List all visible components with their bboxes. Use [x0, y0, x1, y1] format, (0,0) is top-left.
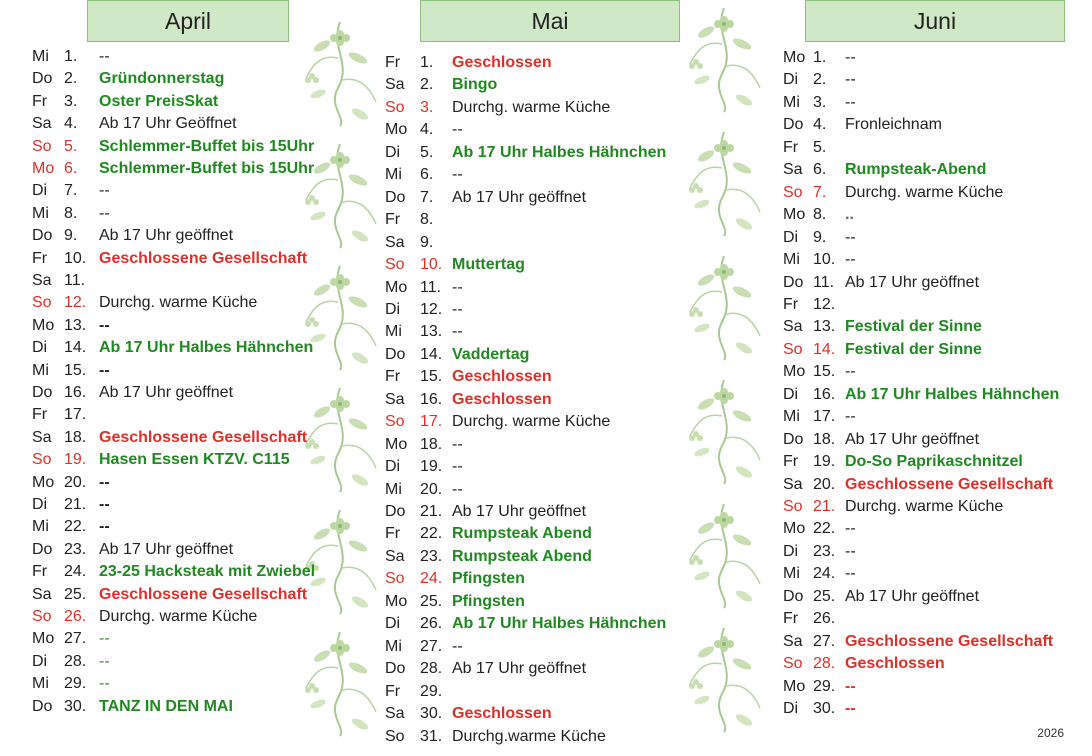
event-text: Ab 17 Uhr Halbes Hähnchen — [452, 615, 667, 633]
event-text: -- — [845, 363, 856, 381]
day-number: 17. — [64, 406, 87, 424]
month-title: April — [164, 8, 211, 34]
weekday-label: Mi — [783, 251, 800, 269]
day-number: 5. — [813, 138, 827, 156]
day-number: 12. — [420, 300, 443, 318]
event-text: -- — [845, 520, 856, 538]
event-text: Ab 17 Uhr Halbes Hähnchen — [99, 339, 314, 357]
day-number: 2. — [813, 71, 827, 89]
day-number: 7. — [64, 182, 78, 200]
weekday-label: Fr — [783, 295, 799, 313]
event-text: Ab 17 Uhr Halbes Hähnchen — [452, 143, 667, 161]
weekday-label: Sa — [783, 161, 803, 179]
weekday-label: Sa — [32, 115, 52, 133]
weekday-label: So — [32, 294, 52, 312]
weekday-label: Fr — [32, 92, 48, 110]
day-number: 20. — [64, 473, 87, 491]
event-text: Ab 17 Uhr Geöffnet — [99, 115, 237, 133]
event-text: -- — [452, 300, 463, 318]
event-text: Ab 17 Uhr geöffnet — [845, 430, 980, 448]
day-number: 22. — [64, 518, 87, 536]
event-text: Rumpsteak Abend — [452, 547, 592, 565]
event-text: Gründonnerstag — [99, 70, 225, 88]
day-number: 3. — [813, 93, 827, 111]
day-number: 24. — [64, 563, 87, 581]
event-text: Oster PreisSkat — [99, 92, 219, 110]
weekday-label: Di — [783, 385, 799, 403]
event-text: -- — [99, 48, 110, 65]
event-text: Geschlossen — [452, 705, 552, 723]
day-number: 27. — [64, 630, 87, 648]
day-number: 4. — [420, 121, 434, 139]
day-number: 10. — [64, 249, 87, 267]
weekday-label: Mo — [783, 49, 806, 66]
event-text: Pfingsten — [452, 592, 525, 610]
day-number: 17. — [813, 408, 836, 426]
event-text: -- — [99, 182, 110, 200]
event-text: -- — [452, 278, 463, 296]
event-text: Geschlossene Gesellschaft — [99, 428, 308, 446]
event-text: -- — [845, 251, 856, 269]
weekday-label: Sa — [783, 475, 803, 493]
event-text: Ab 17 Uhr geöffnet — [99, 384, 234, 401]
event-text: -- — [452, 480, 463, 498]
event-text: -- — [452, 121, 463, 139]
day-number: 10. — [420, 256, 443, 274]
day-number: 8. — [420, 211, 434, 229]
weekday-label: Do — [32, 697, 53, 715]
weekday-label: Mi — [32, 518, 49, 536]
day-number: 11. — [64, 272, 86, 289]
year-label: 2026 — [1037, 726, 1064, 740]
day-number: 3. — [420, 98, 434, 116]
event-text: -- — [452, 323, 463, 341]
day-number: 13. — [420, 323, 443, 341]
event-text: Geschlossene Gesellschaft — [845, 632, 1054, 650]
day-number: 8. — [64, 204, 78, 222]
day-number: 25. — [64, 585, 87, 603]
day-number: 1. — [813, 49, 827, 66]
weekday-label: Di — [783, 228, 799, 246]
event-text: -- — [99, 473, 110, 491]
floral-ornament-icon — [684, 4, 764, 114]
day-number: 25. — [420, 592, 443, 610]
weekday-label: Mi — [385, 637, 402, 655]
weekday-label: Di — [783, 71, 799, 89]
floral-ornament-icon — [684, 252, 764, 362]
event-text: Festival der Sinne — [845, 340, 982, 358]
day-number: 8. — [813, 206, 827, 224]
day-number: 24. — [813, 565, 836, 583]
day-number: 1. — [420, 54, 434, 71]
weekday-label: Fr — [783, 610, 799, 628]
weekday-label: Mo — [385, 435, 408, 453]
weekday-label: Do — [385, 345, 406, 363]
event-text: Ab 17 Uhr geöffnet — [452, 188, 587, 206]
weekday-label: Sa — [32, 428, 52, 446]
day-number: 30. — [420, 705, 443, 723]
weekday-label: Di — [783, 542, 799, 560]
weekday-label: Do — [783, 587, 804, 605]
day-number: 14. — [64, 339, 87, 357]
event-text: Ab 17 Uhr geöffnet — [99, 540, 234, 558]
month-header-april — [87, 0, 289, 42]
event-text: -- — [845, 677, 856, 695]
day-number: 16. — [813, 385, 836, 403]
weekday-label: So — [32, 137, 52, 155]
event-text: Schlemmer-Buffet bis 15Uhr — [99, 137, 315, 155]
event-text: -- — [99, 204, 110, 222]
weekday-label: Mo — [32, 160, 55, 177]
event-text: Fronleichnam — [845, 116, 942, 134]
april-day-list — [32, 46, 332, 726]
day-number: 22. — [420, 525, 443, 543]
weekday-label: So — [32, 608, 52, 625]
weekday-label: Mi — [783, 93, 800, 111]
event-text: Durchg. warme Küche — [99, 608, 258, 625]
event-text: -- — [845, 228, 856, 246]
weekday-label: Mi — [32, 204, 49, 222]
event-text: Durchg. warme Küche — [452, 413, 611, 431]
weekday-label: Do — [32, 540, 53, 558]
mai-day-list — [385, 52, 685, 752]
weekday-label: So — [783, 183, 803, 201]
day-number: 27. — [813, 632, 836, 650]
day-number: 29. — [420, 682, 443, 700]
event-text: Geschlossen — [845, 655, 945, 673]
day-number: 11. — [420, 278, 442, 296]
weekday-label: Sa — [385, 76, 405, 94]
event-text: -- — [99, 675, 110, 693]
event-text: Geschlossen — [452, 368, 552, 386]
day-number: 21. — [64, 496, 87, 513]
weekday-label: So — [783, 655, 803, 673]
day-number: 30. — [64, 697, 87, 715]
event-text: TANZ IN DEN MAI — [99, 697, 233, 715]
month-header-juni — [805, 0, 1065, 42]
event-text: Festival der Sinne — [845, 318, 982, 336]
day-number: 29. — [64, 675, 87, 693]
event-text: Ab 17 Uhr geöffnet — [845, 587, 980, 605]
weekday-label: Sa — [385, 233, 405, 251]
day-number: 30. — [813, 700, 836, 718]
weekday-label: Di — [783, 700, 799, 718]
weekday-label: Sa — [32, 585, 52, 603]
weekday-label: Fr — [783, 453, 799, 471]
event-text: Pfingsten — [452, 570, 525, 588]
weekday-label: So — [385, 98, 405, 116]
event-text: Vaddertag — [452, 345, 530, 363]
weekday-label: Di — [32, 339, 48, 357]
event-text: Geschlossen — [452, 54, 552, 71]
day-number: 6. — [420, 166, 434, 184]
weekday-label: Di — [32, 652, 48, 670]
event-text: Durchg. warme Küche — [99, 294, 258, 312]
day-number: 18. — [813, 430, 836, 448]
day-number: 10. — [813, 251, 836, 269]
day-number: 12. — [64, 294, 87, 312]
day-number: 6. — [813, 161, 827, 179]
day-number: 5. — [64, 137, 78, 155]
day-number: 20. — [420, 480, 443, 498]
day-number: 7. — [420, 188, 434, 206]
weekday-label: Sa — [385, 390, 405, 408]
weekday-label: So — [385, 570, 405, 588]
floral-ornament-icon — [684, 624, 764, 734]
weekday-label: Do — [32, 384, 53, 401]
event-text: Muttertag — [452, 256, 525, 274]
event-text: -- — [452, 637, 463, 655]
event-text: -- — [845, 93, 856, 111]
day-number: 27. — [420, 637, 443, 655]
day-number: 3. — [64, 92, 78, 110]
day-number: 24. — [420, 570, 443, 588]
event-text: Durchg. warme Küche — [452, 98, 611, 116]
event-text: -- — [99, 652, 110, 670]
event-text: .. — [845, 206, 854, 224]
day-number: 1. — [64, 48, 78, 65]
event-text: Geschlossene Gesellschaft — [845, 475, 1054, 493]
weekday-label: Fr — [385, 368, 401, 386]
weekday-label: Mi — [385, 480, 402, 498]
weekday-label: Di — [385, 458, 401, 476]
weekday-label: Mo — [385, 121, 408, 139]
day-number: 28. — [420, 660, 443, 678]
day-number: 2. — [420, 76, 434, 94]
day-number: 20. — [813, 475, 836, 493]
weekday-label: Fr — [32, 249, 48, 267]
day-number: 14. — [813, 340, 836, 358]
weekday-label: Do — [783, 430, 804, 448]
event-text: Durchg.warme Küche — [452, 727, 606, 745]
day-number: 13. — [813, 318, 836, 336]
event-text: Schlemmer-Buffet bis 15Uhr — [99, 160, 315, 177]
day-number: 28. — [64, 652, 87, 670]
weekday-label: Di — [385, 300, 401, 318]
day-number: 6. — [64, 160, 78, 177]
weekday-label: Fr — [385, 682, 401, 700]
weekday-label: Do — [32, 70, 53, 88]
day-number: 16. — [64, 384, 87, 401]
weekday-label: Fr — [783, 138, 799, 156]
weekday-label: Sa — [385, 547, 405, 565]
month-title: Juni — [913, 8, 957, 34]
day-number: 9. — [64, 227, 78, 245]
day-number: 28. — [813, 655, 836, 673]
day-number: 23. — [64, 540, 87, 558]
weekday-label: Mi — [32, 48, 49, 65]
juni-day-list — [783, 47, 1083, 727]
weekday-label: Mi — [385, 323, 402, 341]
day-number: 21. — [813, 498, 836, 515]
weekday-label: So — [385, 413, 405, 431]
day-number: 5. — [420, 143, 434, 161]
event-text: Do-So Paprikaschnitzel — [845, 453, 1023, 471]
day-number: 25. — [813, 587, 836, 605]
day-number: 11. — [813, 273, 835, 291]
day-number: 26. — [420, 615, 443, 633]
day-number: 18. — [420, 435, 443, 453]
weekday-label: Do — [783, 116, 804, 134]
day-number: 18. — [64, 428, 87, 446]
weekday-label: Do — [385, 503, 406, 520]
day-number: 23. — [420, 547, 443, 565]
weekday-label: Mo — [783, 206, 806, 224]
weekday-label: Mi — [783, 408, 800, 426]
weekday-label: Sa — [783, 632, 803, 650]
event-text: Ab 17 Uhr geöffnet — [845, 273, 980, 291]
month-header-mai — [420, 0, 680, 42]
day-number: 4. — [64, 115, 78, 133]
event-text: -- — [452, 435, 463, 453]
weekday-label: Fr — [385, 54, 401, 71]
weekday-label: Fr — [385, 525, 401, 543]
weekday-label: So — [783, 498, 803, 515]
day-number: 14. — [420, 345, 443, 363]
day-number: 4. — [813, 116, 827, 134]
day-number: 19. — [420, 458, 443, 476]
day-number: 19. — [813, 453, 836, 471]
weekday-label: Mi — [32, 675, 49, 693]
day-number: 19. — [64, 451, 87, 469]
weekday-label: Mo — [385, 278, 408, 296]
weekday-label: Mo — [783, 363, 806, 381]
weekday-label: Mo — [32, 316, 55, 334]
event-text: Durchg. warme Küche — [845, 498, 1004, 515]
day-number: 26. — [813, 610, 836, 628]
day-number: 22. — [813, 520, 836, 538]
day-number: 23. — [813, 542, 836, 560]
weekday-label: Mo — [783, 677, 806, 695]
day-number: 31. — [420, 727, 443, 745]
weekday-label: Mi — [32, 361, 49, 379]
day-number: 26. — [64, 608, 87, 625]
day-number: 15. — [64, 361, 87, 379]
event-text: Geschlossene Gesellschaft — [99, 585, 308, 603]
weekday-label: Fr — [32, 406, 48, 424]
event-text: Rumpsteak-Abend — [845, 161, 987, 179]
weekday-label: Mo — [783, 520, 806, 538]
event-text: 23-25 Hacksteak mit Zwiebel — [99, 563, 316, 581]
event-text: -- — [845, 49, 856, 66]
weekday-label: Di — [32, 182, 48, 200]
event-text: -- — [845, 542, 856, 560]
event-text: Rumpsteak Abend — [452, 525, 592, 543]
day-number: 2. — [64, 70, 78, 88]
event-text: -- — [845, 408, 856, 426]
day-number: 9. — [813, 228, 827, 246]
floral-ornament-icon — [684, 500, 764, 610]
weekday-label: Di — [32, 496, 48, 513]
weekday-label: So — [32, 451, 52, 469]
day-number: 15. — [813, 363, 836, 381]
weekday-label: Do — [783, 273, 804, 291]
weekday-label: Fr — [385, 211, 401, 229]
floral-ornament-icon — [684, 376, 764, 486]
month-title: Mai — [531, 8, 569, 34]
weekday-label: Mi — [783, 565, 800, 583]
weekday-label: Mi — [385, 166, 402, 184]
event-text: Durchg. warme Küche — [845, 183, 1004, 201]
event-text: Ab 17 Uhr geöffnet — [99, 227, 234, 245]
day-number: 17. — [420, 413, 443, 431]
event-text: Geschlossene Gesellschaft — [99, 249, 308, 267]
event-text: -- — [99, 496, 110, 513]
event-text: -- — [99, 518, 110, 536]
event-text: Bingo — [452, 76, 498, 94]
day-number: 29. — [813, 677, 836, 695]
weekday-label: Mo — [32, 630, 55, 648]
event-text: Ab 17 Uhr geöffnet — [452, 660, 587, 678]
weekday-label: So — [385, 256, 405, 274]
event-text: -- — [452, 166, 463, 184]
day-number: 16. — [420, 390, 443, 408]
event-text: -- — [845, 700, 856, 718]
event-text: Geschlossen — [452, 390, 552, 408]
day-number: 12. — [813, 295, 836, 313]
day-number: 13. — [64, 316, 87, 334]
floral-ornament-icon — [684, 128, 764, 238]
day-number: 9. — [420, 233, 434, 251]
weekday-label: Do — [385, 660, 406, 678]
weekday-label: So — [783, 340, 803, 358]
weekday-label: Sa — [385, 705, 405, 723]
day-number: 15. — [420, 368, 443, 386]
weekday-label: So — [385, 727, 405, 745]
weekday-label: Mo — [32, 473, 55, 491]
event-text: -- — [99, 316, 110, 334]
event-text: -- — [845, 71, 856, 89]
day-number: 7. — [813, 183, 827, 201]
weekday-label: Mo — [385, 592, 408, 610]
weekday-label: Do — [32, 227, 53, 245]
event-text: Ab 17 Uhr geöffnet — [452, 503, 587, 520]
weekday-label: Di — [385, 143, 401, 161]
weekday-label: Do — [385, 188, 406, 206]
event-text: -- — [845, 565, 856, 583]
event-text: Hasen Essen KTZV. C115 — [99, 451, 290, 469]
event-text: -- — [452, 458, 463, 476]
weekday-label: Sa — [32, 272, 52, 289]
event-text: -- — [99, 361, 110, 379]
weekday-label: Fr — [32, 563, 48, 581]
event-text: -- — [99, 630, 110, 648]
weekday-label: Sa — [783, 318, 803, 336]
day-number: 21. — [420, 503, 443, 520]
weekday-label: Di — [385, 615, 401, 633]
event-text: Ab 17 Uhr Halbes Hähnchen — [845, 385, 1060, 403]
